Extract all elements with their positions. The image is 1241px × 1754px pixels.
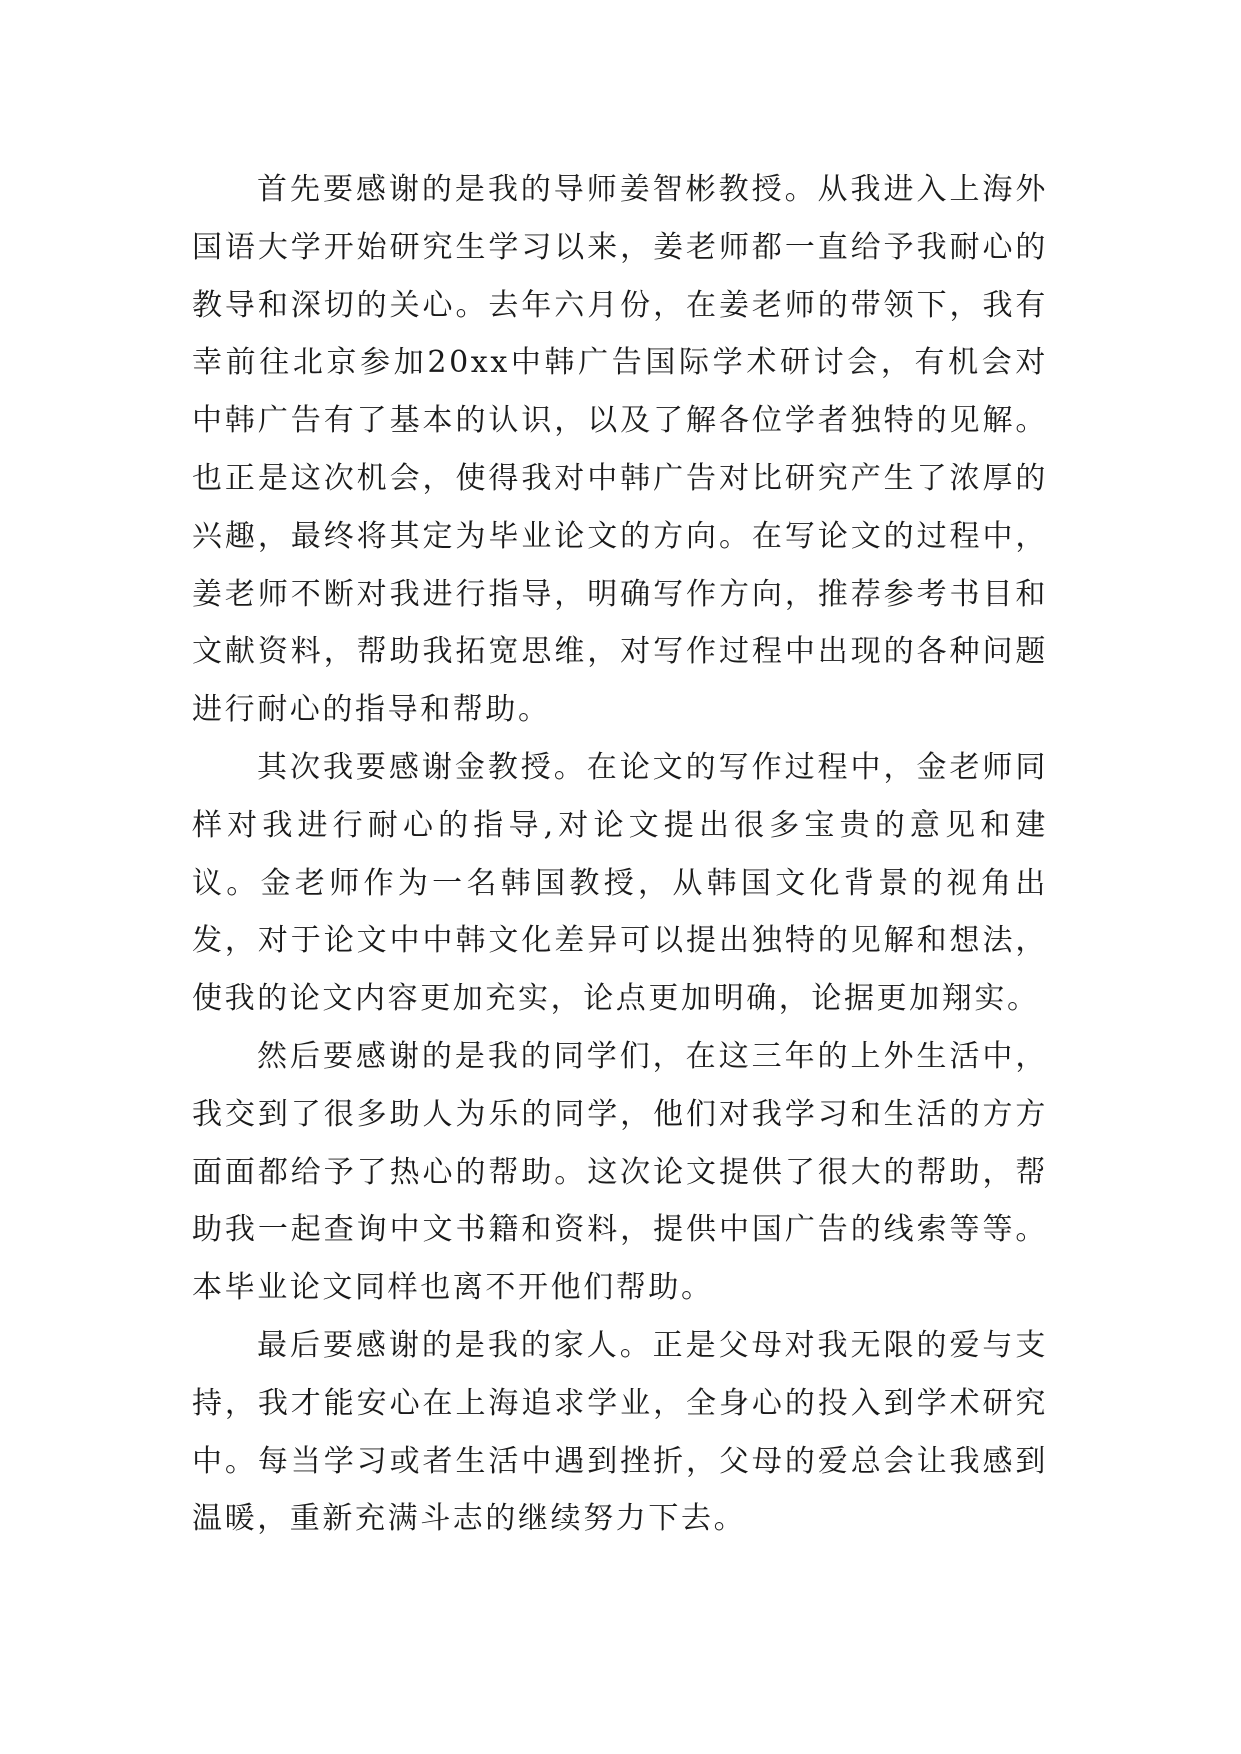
paragraph-advisor-thanks: 首先要感谢的是我的导师姜智彬教授。从我进入上海外国语大学开始研究生学习以来，姜老师都一直给予我耐心的教导和深切的关心。去年六月份，在姜老师的带领下，我有幸前往北京参加20xx中韩广告国际学术研讨会，有机会对中韩广告有了基本的认识，以及了解各位学者独特的见解。也正是这次机会，使得我对中韩广告对比研究产生了浓厚的兴趣，最终将其定为毕业论文的方向。在写论文的过程中，姜老师不断对我进行指导，明确写作方向，推荐参考书目和文献资料，帮助我拓宽思维，对写作过程中出现的各种问题进行耐心的指导和帮助。 xyxy=(192,172,1048,728)
document-body xyxy=(192,161,1048,1548)
paragraph-family-thanks: 最后要感谢的是我的家人。正是父母对我无限的爱与支持，我才能安心在上海追求学业，全身心的投入到学术研究中。每当学习或者生活中遇到挫折，父母的爱总会让我感到温暖，重新充满斗志的继续努力下去。 xyxy=(192,1327,1048,1537)
paragraph-classmates-thanks: 然后要感谢的是我的同学们，在这三年的上外生活中，我交到了很多助人为乐的同学，他们对我学习和生活的方方面面都给予了热心的帮助。这次论文提供了很大的帮助，帮助我一起查询中文书籍和资料，提供中国广告的线索等等。本毕业论文同样也离不开他们帮助。 xyxy=(192,1038,1048,1306)
paragraph-professor-kim-thanks: 其次我要感谢金教授。在论文的写作过程中，金老师同样对我进行耐心的指导,对论文提出很多宝贵的意见和建议。金老师作为一名韩国教授，从韩国文化背景的视角出发，对于论文中中韩文化差异可以提出独特的见解和想法，使我的论文内容更加充实，论点更加明确，论据更加翔实。 xyxy=(192,749,1048,1017)
